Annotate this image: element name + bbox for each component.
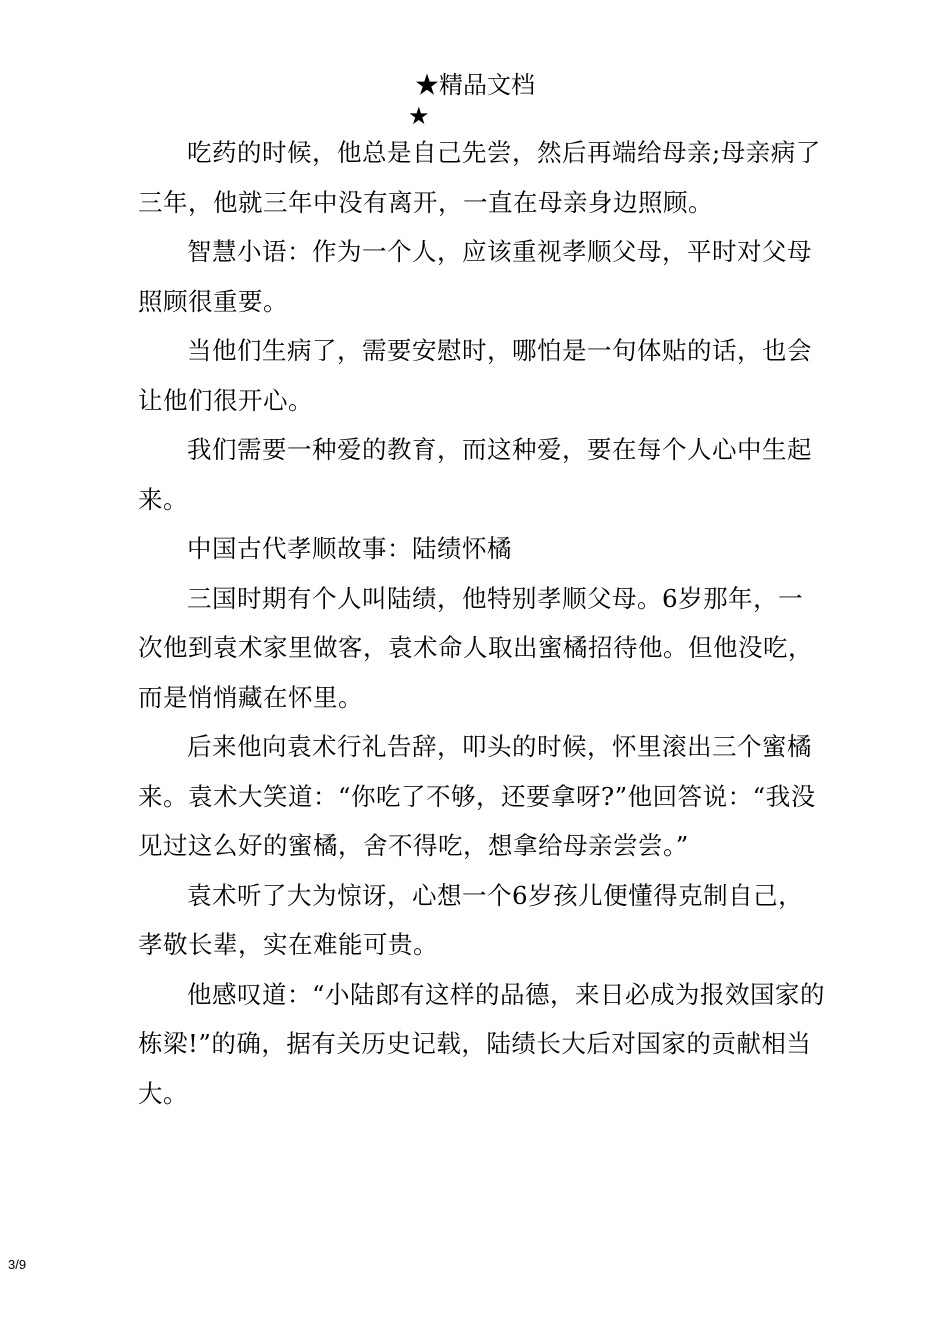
paragraph: 后来他向袁术行礼告辞，叩头的时候，怀里滚出三个蜜橘来。袁术大笑道：“你吃了不够，还要拿呀?”他回答说：“我没见过这么好的蜜橘，舍不得吃，想拿给母亲尝尝。”	[138, 732, 816, 860]
paragraph: 吃药的时候，他总是自己先尝，然后再端给母亲;母亲病了三年，他就三年中没有离开，一直在母亲身边照顾。	[138, 138, 821, 217]
paragraph: 三国时期有个人叫陆绩，他特别孝顺父母。6岁那年，一次他到袁术家里做客，袁术命人取出蜜橘招待他。但他没吃，而是悄悄藏在怀里。	[138, 583, 813, 712]
paragraph: 当他们生病了，需要安慰时，哪怕是一句体贴的话，也会让他们很开心。	[138, 336, 812, 415]
paragraph: 他感叹道：“小陆郎有这样的品德，来日必成为报效国家的栋梁!”的确，据有关历史记载，陆绩长大后对国家的贡献相当大。	[138, 979, 826, 1108]
paragraph: 袁术听了大为惊讶，心想一个6岁孩儿便懂得克制自己，孝敬长辈，实在难能可贵。	[138, 880, 804, 959]
paragraph: 智慧小语：作为一个人，应该重视孝顺父母，平时对父母照顾很重要。	[138, 237, 812, 316]
header-star: ★	[408, 102, 430, 130]
document-body	[138, 128, 828, 1118]
section-title: 中国古代孝顺故事：陆绩怀橘	[187, 534, 512, 563]
paragraph: 我们需要一种爱的教育，而这种爱，要在每个人心中生起来。	[138, 435, 812, 514]
page-number: 3/9	[8, 1257, 27, 1272]
document-header: ★精品文档	[415, 71, 535, 99]
